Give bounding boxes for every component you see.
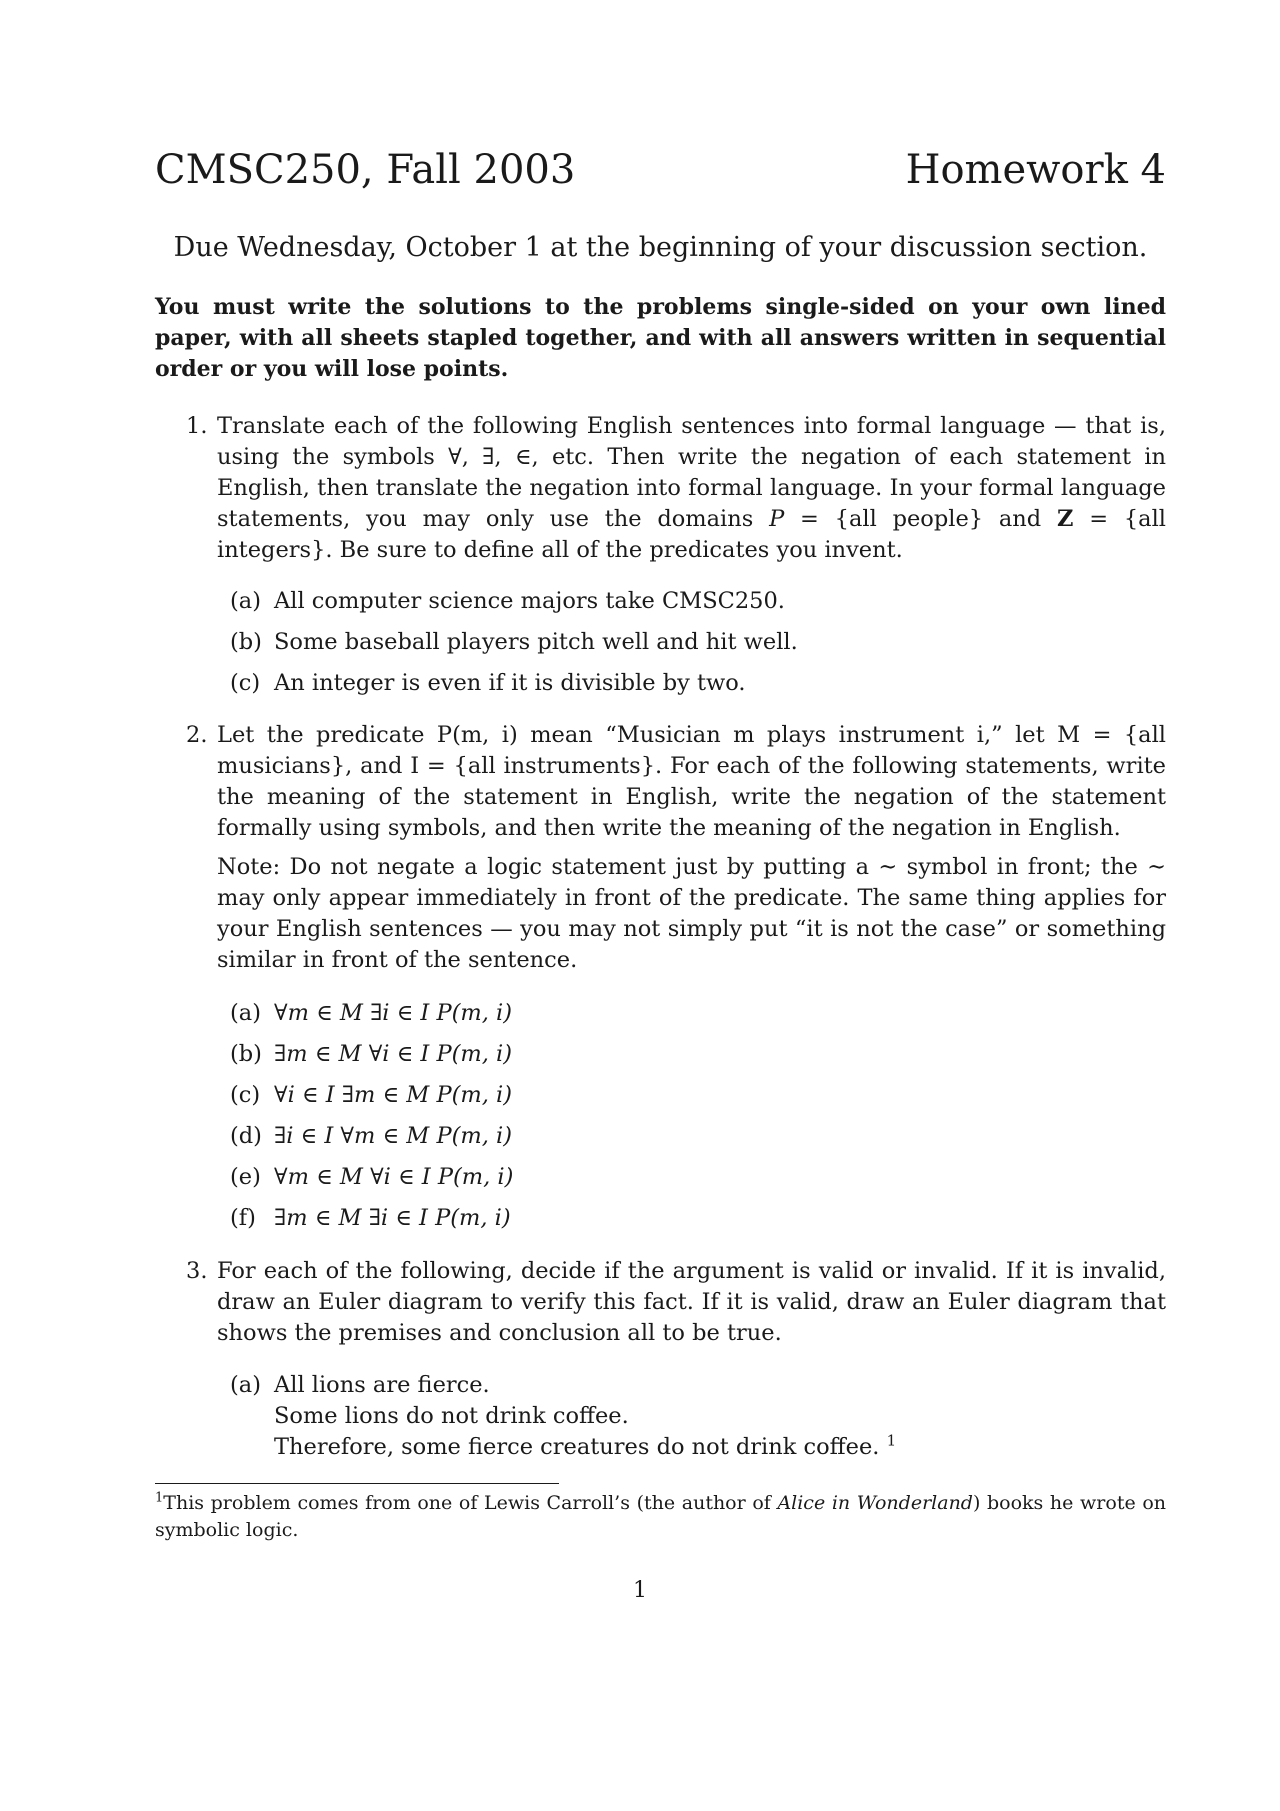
problem-3-text: For each of the following, decide if the argument is valid or invalid. If it is invalid, draw an Euler diagram to verify this fact. If it is valid, draw an Euler diagram that shows the premises and conclusion all to be true. (217, 1258, 1166, 1346)
problem-2-item-f: (f) ∃m ∈ M ∃i ∈ I P(m, i) (230, 1205, 511, 1231)
footnote-rule (155, 1483, 559, 1484)
problem-1-item-b: (b) Some baseball players pitch well and hit well. (230, 629, 798, 655)
problem-2-number: 2. (186, 722, 208, 748)
footnote-reference: 1 (886, 1431, 897, 1450)
problem-2-item-e: (e) ∀m ∈ M ∀i ∈ I P(m, i) (230, 1164, 514, 1190)
problem-2-item-a: (a) ∀m ∈ M ∃i ∈ I P(m, i) (230, 1000, 512, 1026)
problem-2-item-b: (b) ∃m ∈ M ∀i ∈ I P(m, i) (230, 1041, 512, 1067)
instructions: You must write the solutions to the problems single-sided on your own lined paper, with all sheets stapled together, and with all answers written in sequential order or you will lose points. (155, 294, 1166, 382)
problem-2-note: Note: Do not negate a logic statement just by putting a ∼ symbol in front; the ∼ may only appear immediately in front of the predicate. The same thing applies for your English sentences — you may not simply put “it is not the case” or something similar in front of the sentence. (217, 854, 1166, 973)
problem-2-text: Let the predicate P(m, i) mean “Musician m plays instrument i,” let M = {all musicians}, and I = {all instruments}. For each of the following statements, write the meaning of the statement in English, write the negation of the statement formally using symbols, and then write the meaning of the negation in English. (217, 722, 1166, 841)
problem-3-number: 3. (186, 1258, 208, 1284)
problem-3-item-a-line-3: Therefore, some fierce creatures do not drink coffee. $^1$ (274, 1431, 897, 1460)
problem-3-item-a: (a) All lions are fierce. (230, 1372, 490, 1398)
footnote: $^1$This problem comes from one of Lewis Carroll’s (the author of Alice in Wonderland) books he wrote on symbolic logic. (155, 1490, 1166, 1541)
problem-1-text: Translate each of the following English sentences into formal language — that is, using the symbols ∀, ∃, ∈, etc. Then write the negation of each statement in English, then translate the negation into formal language. In your formal language statements, you may only use the domains P = {all people} and Z = {all integers}. Be sure to define all of the predicates you invent. (217, 413, 1166, 563)
course-title: CMSC250, Fall 2003 (155, 147, 576, 193)
due-date: Due Wednesday, October 1 at the beginning of your discussion section. (173, 232, 1148, 263)
problem-3-item-a-line-2: Some lions do not drink coffee. (274, 1403, 629, 1429)
problem-1-item-a: (a) All computer science majors take CMSC250. (230, 588, 785, 614)
assignment-title: Homework 4 (905, 147, 1166, 193)
page-number: 1 (633, 1578, 647, 1603)
problem-2-item-c: (c) ∀i ∈ I ∃m ∈ M P(m, i) (230, 1082, 512, 1108)
problem-1-number: 1. (186, 413, 208, 439)
problem-2-item-d: (d) ∃i ∈ I ∀m ∈ M P(m, i) (230, 1123, 512, 1149)
problem-1-item-c: (c) An integer is even if it is divisible by two. (230, 670, 746, 696)
